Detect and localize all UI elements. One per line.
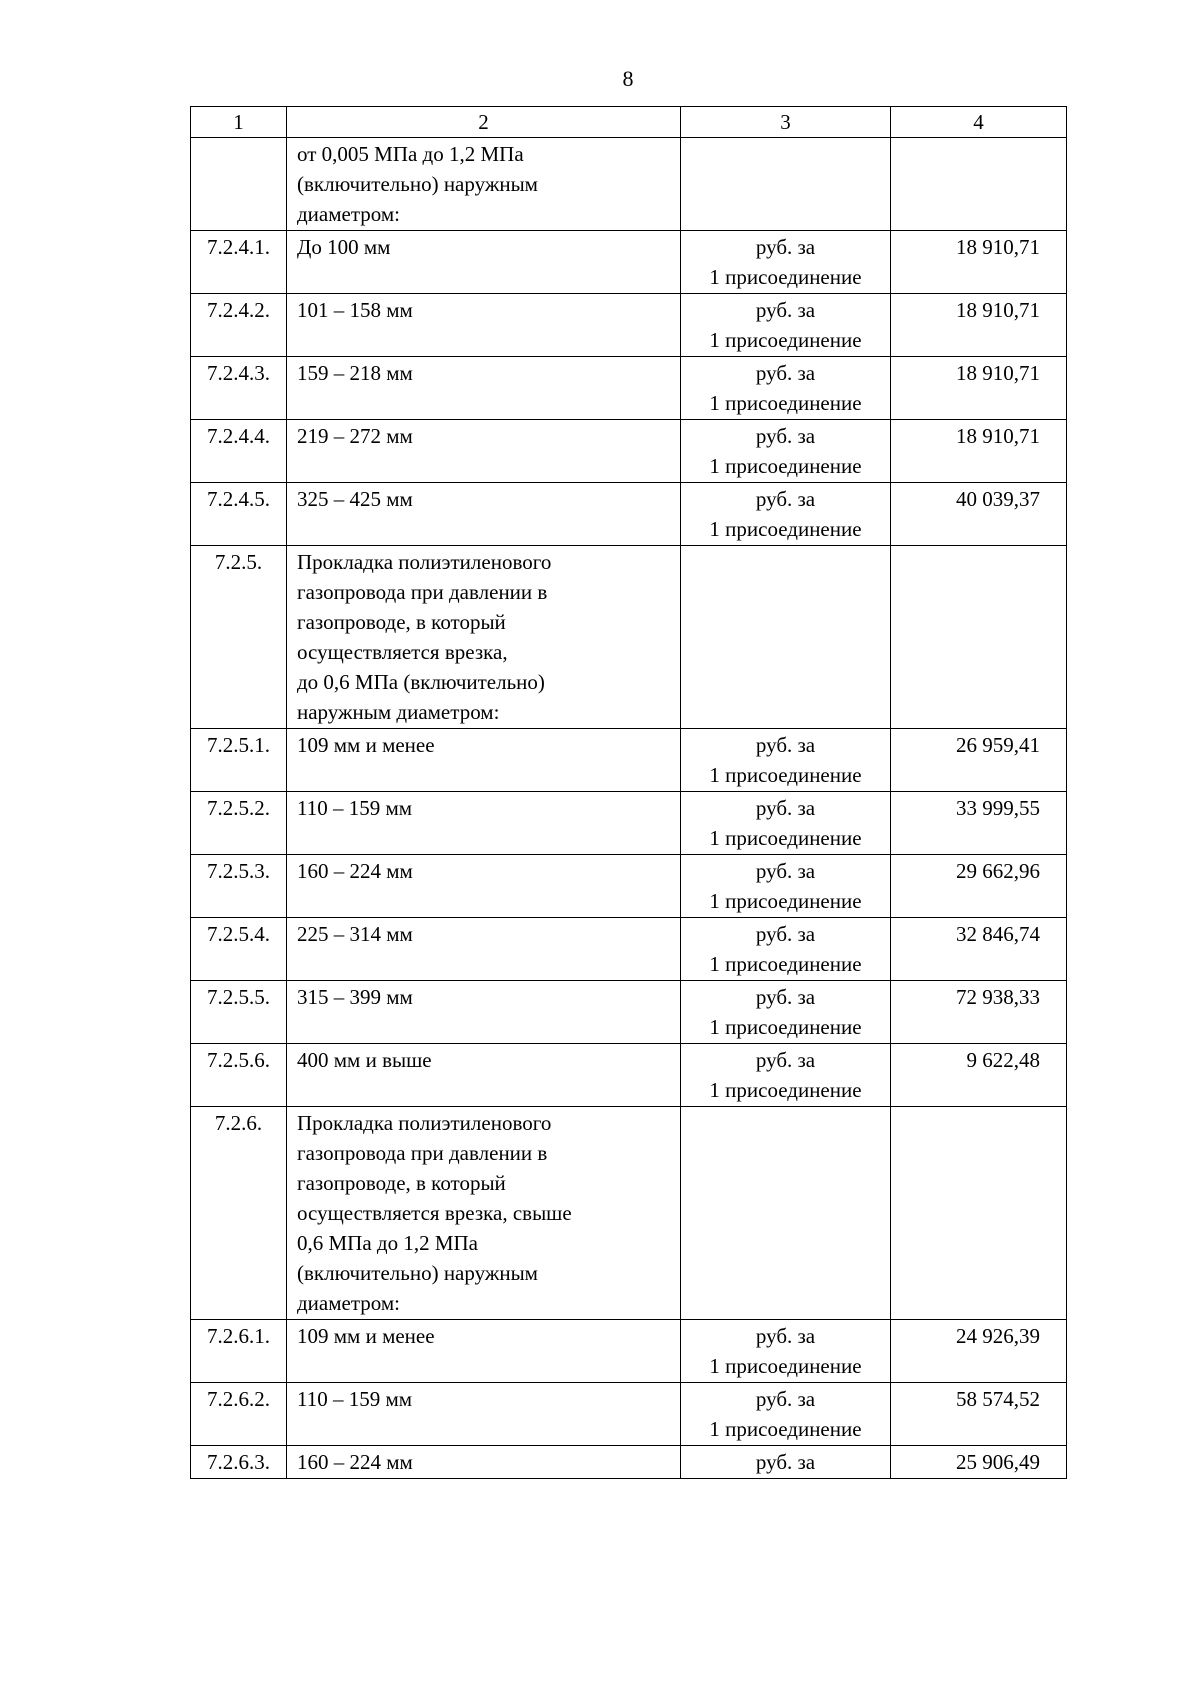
value-cell: 18 910,71 (891, 231, 1067, 294)
unit-line: руб. за (755, 1048, 816, 1072)
description-cell: 160 – 224 мм (287, 855, 681, 918)
description-cell: 110 – 159 мм (287, 1383, 681, 1446)
row-number-cell: 7.2.5.2. (191, 792, 287, 855)
row-number-cell: 7.2.6. (191, 1107, 287, 1320)
table-row (191, 1446, 1067, 1479)
value-cell: 26 959,41 (891, 729, 1067, 792)
unit-cell (681, 483, 891, 546)
description-cell: 101 – 158 мм (287, 294, 681, 357)
description-cell: 400 мм и выше (287, 1044, 681, 1107)
description-cell: 160 – 224 мм (287, 1446, 681, 1479)
unit-line: руб. за (755, 922, 816, 946)
row-number-cell: 7.2.5.4. (191, 918, 287, 981)
row-number-cell: 7.2.5.5. (191, 981, 287, 1044)
value-cell: 25 906,49 (891, 1446, 1067, 1479)
unit-cell (681, 138, 891, 231)
unit-line: 1 присоединение (709, 391, 862, 415)
unit-line: руб. за (755, 361, 816, 385)
value-cell: 18 910,71 (891, 357, 1067, 420)
description-cell: 109 мм и менее (287, 729, 681, 792)
table-row (191, 981, 1067, 1044)
unit-cell (681, 1044, 891, 1107)
row-number-cell: 7.2.6.3. (191, 1446, 287, 1479)
unit-line: 1 присоединение (709, 1015, 862, 1039)
unit-cell (681, 357, 891, 420)
unit-line: 1 присоединение (709, 763, 862, 787)
table-row (191, 231, 1067, 294)
unit-line: 1 присоединение (709, 1417, 862, 1441)
unit-cell (681, 546, 891, 729)
unit-line: руб. за (755, 424, 816, 448)
unit-cell (681, 1320, 891, 1383)
description-cell: от 0,005 МПа до 1,2 МПа (включительно) наружным диаметром: (287, 138, 681, 231)
table-header-row (191, 107, 1067, 138)
row-number-cell: 7.2.4.1. (191, 231, 287, 294)
table-row (191, 1383, 1067, 1446)
row-number-cell: 7.2.5.3. (191, 855, 287, 918)
table-row (191, 855, 1067, 918)
unit-line: руб. за (755, 1324, 816, 1348)
value-cell: 32 846,74 (891, 918, 1067, 981)
unit-line: руб. за (755, 487, 816, 511)
value-cell: 72 938,33 (891, 981, 1067, 1044)
value-cell: 58 574,52 (891, 1383, 1067, 1446)
row-number-cell: 7.2.5. (191, 546, 287, 729)
col-header-2: 2 (287, 107, 681, 138)
table-row (191, 792, 1067, 855)
unit-line: руб. за (755, 985, 816, 1009)
unit-cell (681, 1446, 891, 1479)
value-cell: 29 662,96 (891, 855, 1067, 918)
tariff-table (190, 106, 1067, 1479)
unit-cell (681, 981, 891, 1044)
unit-line: руб. за (755, 235, 816, 259)
unit-line: руб. за (755, 298, 816, 322)
value-cell: 24 926,39 (891, 1320, 1067, 1383)
row-number-cell (191, 138, 287, 231)
row-number-cell: 7.2.5.1. (191, 729, 287, 792)
unit-line: руб. за (755, 796, 816, 820)
unit-line: 1 присоединение (709, 265, 862, 289)
unit-cell (681, 294, 891, 357)
row-number-cell: 7.2.4.5. (191, 483, 287, 546)
description-cell: Прокладка полиэтиленового газопровода при давлении в газопроводе, в который осуществляется врезка, до 0,6 МПа (включительно) наружным диаметром: (287, 546, 681, 729)
value-cell: 9 622,48 (891, 1044, 1067, 1107)
value-cell: 18 910,71 (891, 294, 1067, 357)
value-cell (891, 1107, 1067, 1320)
col-header-4: 4 (891, 107, 1067, 138)
row-number-cell: 7.2.4.4. (191, 420, 287, 483)
table-row (191, 546, 1067, 729)
unit-line: 1 присоединение (709, 517, 862, 541)
value-cell: 40 039,37 (891, 483, 1067, 546)
unit-line: 1 присоединение (709, 826, 862, 850)
unit-line: руб. за (755, 1450, 816, 1474)
table-row (191, 729, 1067, 792)
description-cell: 219 – 272 мм (287, 420, 681, 483)
table-row (191, 1044, 1067, 1107)
tariff-table-body (191, 138, 1067, 1479)
row-number-cell: 7.2.6.1. (191, 1320, 287, 1383)
table-row (191, 1107, 1067, 1320)
table-row (191, 1320, 1067, 1383)
unit-line: 1 присоединение (709, 952, 862, 976)
unit-cell (681, 420, 891, 483)
unit-cell (681, 1107, 891, 1320)
table-row (191, 357, 1067, 420)
table-row (191, 294, 1067, 357)
description-cell: До 100 мм (287, 231, 681, 294)
row-number-cell: 7.2.4.3. (191, 357, 287, 420)
col-header-3: 3 (681, 107, 891, 138)
unit-line: руб. за (755, 733, 816, 757)
unit-line: 1 присоединение (709, 328, 862, 352)
unit-cell (681, 1383, 891, 1446)
table-row (191, 918, 1067, 981)
description-cell: 109 мм и менее (287, 1320, 681, 1383)
row-number-cell: 7.2.6.2. (191, 1383, 287, 1446)
unit-line: 1 присоединение (709, 1078, 862, 1102)
unit-line: руб. за (755, 859, 816, 883)
unit-cell (681, 855, 891, 918)
description-cell: 159 – 218 мм (287, 357, 681, 420)
value-cell (891, 138, 1067, 231)
value-cell: 33 999,55 (891, 792, 1067, 855)
table-row (191, 483, 1067, 546)
table-row (191, 420, 1067, 483)
page-number: 8 (622, 66, 634, 91)
unit-cell (681, 792, 891, 855)
description-cell: Прокладка полиэтиленового газопровода при давлении в газопроводе, в который осуществляется врезка, свыше 0,6 МПа до 1,2 МПа (включительно) наружным диаметром: (287, 1107, 681, 1320)
unit-cell (681, 231, 891, 294)
row-number-cell: 7.2.4.2. (191, 294, 287, 357)
unit-line: 1 присоединение (709, 454, 862, 478)
col-header-1: 1 (191, 107, 287, 138)
value-cell (891, 546, 1067, 729)
table-row (191, 138, 1067, 231)
description-cell: 325 – 425 мм (287, 483, 681, 546)
unit-cell (681, 918, 891, 981)
unit-cell (681, 729, 891, 792)
unit-line: руб. за (755, 1387, 816, 1411)
description-cell: 225 – 314 мм (287, 918, 681, 981)
unit-line: 1 присоединение (709, 889, 862, 913)
unit-line: 1 присоединение (709, 1354, 862, 1378)
description-cell: 110 – 159 мм (287, 792, 681, 855)
row-number-cell: 7.2.5.6. (191, 1044, 287, 1107)
description-cell: 315 – 399 мм (287, 981, 681, 1044)
value-cell: 18 910,71 (891, 420, 1067, 483)
